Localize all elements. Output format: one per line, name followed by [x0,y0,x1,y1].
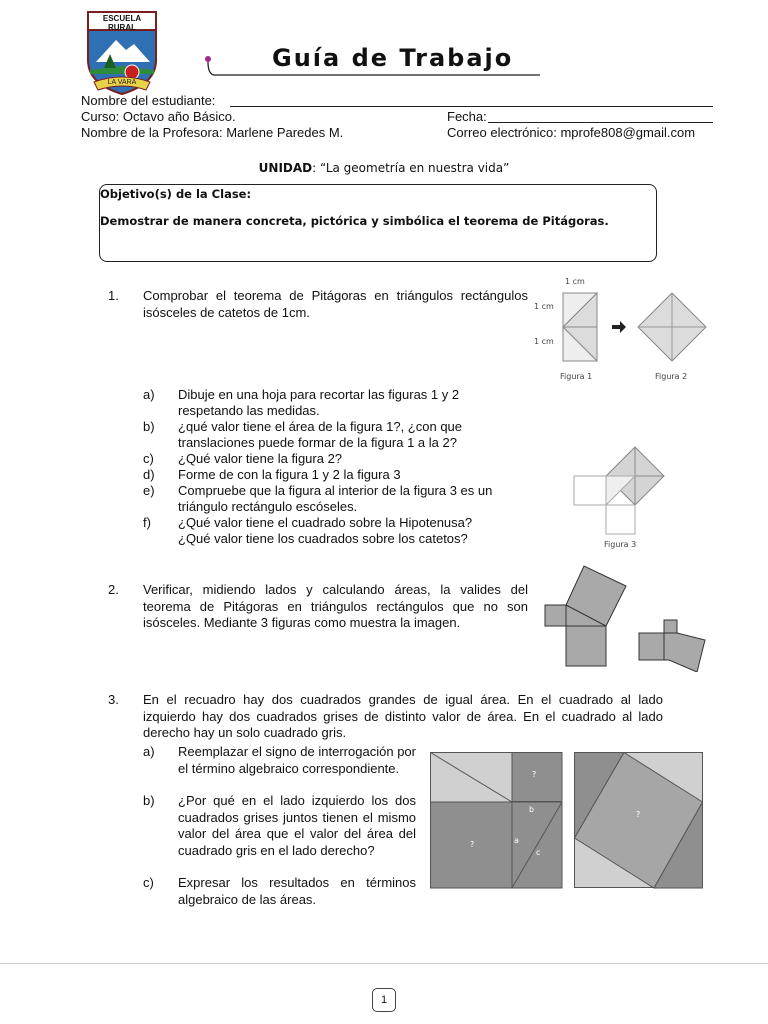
page-number: 1 [372,988,396,1012]
figure-3 [568,440,688,552]
q1-text: Comprobar el teorema de Pitágoras en triángulos rectángulos isósceles de catetos de 1cm. [143,288,528,320]
unit-heading [0,161,768,175]
q1-item-line: Forme de con la figura 1 y 2 la figura 3 [178,467,401,482]
fig3-caption: Figura 3 [604,540,637,549]
q1-item [143,387,523,419]
q1-item-letter: c) [143,451,154,466]
q1-item-line: translaciones puede formar de la figura 1 a la 2? [178,435,457,450]
q2-text: Verificar, midiendo lados y calculando áreas, la valides del teorema de Pitágoras en triángulos rectángulos que no son isósceles. Mediante 3 figuras como muestra la imagen. [143,582,528,630]
q3-b-letter: b) [143,793,155,808]
figure-q3-left [430,752,563,889]
fig-q3-label-c: c [536,848,541,857]
q1-item [143,515,523,547]
q1-item [143,467,523,483]
email-text: Correo electrónico: mprofe808@gmail.com [447,125,696,140]
course-text: Curso: Octavo año Básico. [81,109,236,124]
student-label: Nombre del estudiante: [81,93,216,108]
fig2-caption: Figura 2 [655,372,688,381]
q1-items [143,387,523,547]
q3-c-letter: c) [143,875,154,890]
figure-2-shape [638,293,706,361]
q1-item-line: ¿Qué valor tiene la figura 2? [178,451,343,466]
fig-q3-left-top-mark: ? [532,770,537,779]
q1-number: 1. [108,288,119,303]
q3-number: 3. [108,692,119,707]
figure-q2 [540,560,720,672]
q1-item-line: ¿qué valor tiene el área de la figura 1?, ¿con que [178,419,463,434]
unit-label: UNIDAD [258,161,313,175]
q1-item [143,419,523,451]
date-field[interactable] [488,122,713,123]
q1-item-letter: d) [143,467,155,482]
q1-item-letter: f) [143,515,151,530]
fig-side-label-1: 1 cm [534,302,554,311]
fig-side-label-2: 1 cm [534,337,554,346]
figure-1-2 [530,275,740,385]
fig-top-label: 1 cm [565,277,585,286]
q1-item-letter: e) [143,483,155,498]
date-label: Fecha: [447,109,487,124]
fig-q3-label-b: b [529,805,535,814]
q1-item-letter: a) [143,387,155,402]
teacher-text: Nombre de la Profesora: Marlene Paredes M. [81,125,344,140]
objective-title: Objetivo(s) de la Clase: [100,187,252,201]
arrow-icon [612,321,626,333]
q3-c-text: Expresar los resultados en términos algebraico de las áreas. [178,875,416,907]
fig-q3-left-bottom-mark: ? [470,840,475,849]
fig1-caption: Figura 1 [560,372,593,381]
q3-b-text: ¿Por qué en el lado izquierdo los dos cuadrados grises juntos tienen el mismo valor del área que el valor del área del cuadrado gris en el lado derecho? [178,793,416,858]
logo-bottom-text: LA VARA [107,79,137,86]
q2-number: 2. [108,582,119,597]
q1-item-line: triángulo rectángulo escóseles. [178,499,358,514]
student-name-field[interactable] [230,106,713,107]
page-title: Guía de Trabajo [272,44,514,72]
footer-divider [0,963,768,964]
figure-1-shape [563,293,597,361]
q3-text: En el recuadro hay dos cuadrados grandes de igual área. En el cuadrado al lado izquierdo hay dos cuadrados grises de distinto valor de área. En el cuadrado al lado derecho hay un solo cuadrado gris. [143,692,663,740]
q1-item [143,451,523,467]
q1-item-line: respetando las medidas. [178,403,320,418]
q3-a-letter: a) [143,744,155,759]
figure-q3-right [574,752,704,889]
unit-name: : “La geometría en nuestra vida” [312,161,510,175]
fig-q3-label-a: a [514,836,519,845]
logo-top-text: ESCUELA RURAL [102,14,142,32]
q1-item-line: ¿Qué valor tiene el cuadrado sobre la Hipotenusa? [178,515,473,530]
q1-item-line: ¿Qué valor tiene los cuadrados sobre los catetos? [178,531,468,546]
fig-q3-right-mark: ? [636,810,641,819]
objective-text: Demostrar de manera concreta, pictórica y simbólica el teorema de Pitágoras. [100,214,609,228]
q1-item-letter: b) [143,419,155,434]
q1-item-line: Dibuje en una hoja para recortar las figuras 1 y 2 [178,387,460,402]
q3-a-text: Reemplazar el signo de interrogación por el término algebraico correspondiente. [178,744,416,776]
q1-item-line: Compruebe que la figura al interior de la figura 3 es un [178,483,493,498]
q1-item [143,483,523,515]
